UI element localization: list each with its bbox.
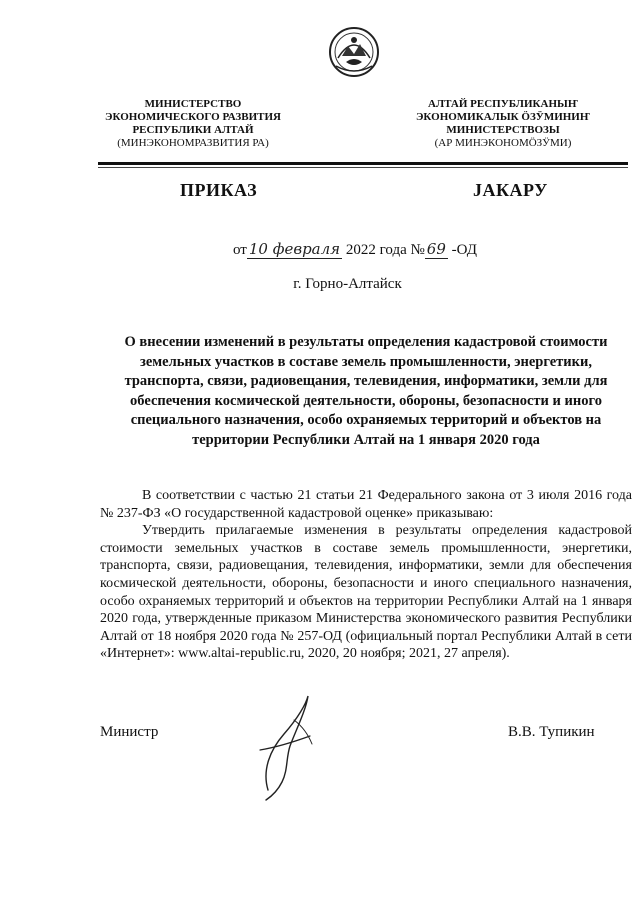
date-prefix: от [233,242,247,258]
ministry-line: МИНИСТЕРСТВО [144,98,242,110]
ministry-line: ЭКОНОМИЧЕСКОГО РАЗВИТИЯ [105,111,281,123]
date-year: 2022 года № [345,242,425,258]
number-suffix: -ОД [451,242,477,258]
handwritten-number: 69 [426,240,446,258]
ministry-name-ru [98,98,288,150]
order-subject: О внесении изменений в результаты определения кадастровой стоимости земельных участков в составе земель промышленности, энергетики, транспорта, связи, радиовещания, телевидения, информатики, земли для обеспечения космической деятельности, обороны, безопасности и иного специального назначения, особо охраняемых территорий и объектов на территории Республики Алтай на 1 января 2020 года [124,334,608,448]
header-divider-thin [98,167,628,168]
order-date-line [233,240,477,259]
order-title-alt: JАКАРУ [473,180,548,200]
handwritten-signature [248,690,320,802]
body-paragraph: В соответствии с частью 21 статьи 21 Федерального закона от 3 июля 2016 года № 237-ФЗ «О государственной кадастровой оценке» приказываю: [100,488,632,521]
order-body [100,487,632,663]
signatory-name: В.В. Тупикин [508,724,595,740]
signatory-title: Министр [100,724,159,740]
ministry-line: ЭКОНОМИКАЛЫК ӦЗӰМИНИҤ [415,111,591,123]
republic-emblem-icon [328,26,380,78]
ministry-name-alt [408,98,598,150]
handwritten-date: 10 февраля [248,240,341,258]
city: г. Горно-Алтайск [293,276,402,292]
ministry-line: МИНИСТЕРСТВОЗЫ [446,124,560,136]
body-paragraph: Утвердить прилагаемые изменения в результаты определения кадастровой стоимости земельных участков в составе земель промышленности, энергетики, транспорта, связи, радиовещания, телевидения, информатики, земли для обеспечения космической деятельности, обороны, безопасности и иного специального назначения, особо охраняемых территорий и объектов на территории Республики Алтай на 1 января 2020 года, утвержденные приказом Министерства экономического развития Республики Алтай от 18 ноября 2020 года № 257-ОД (официальный портал Республики Алтай в сети «Интернет»: www.altai-republic.ru, 2020, 20 ноября; 2021, 27 апреля). [100,523,632,662]
order-title-ru: ПРИКАЗ [180,180,258,200]
ministry-line: (АР МИНЭКОНОМӦЗӰМИ) [434,137,572,149]
header-divider [98,162,628,165]
ministry-line: (МИНЭКОНОМРАЗВИТИЯ РА) [117,137,269,149]
ministry-line: РЕСПУБЛИКИ АЛТАЙ [132,124,254,136]
ministry-line: АЛТАЙ РЕСПУБЛИКАНЫҤ [428,98,578,110]
